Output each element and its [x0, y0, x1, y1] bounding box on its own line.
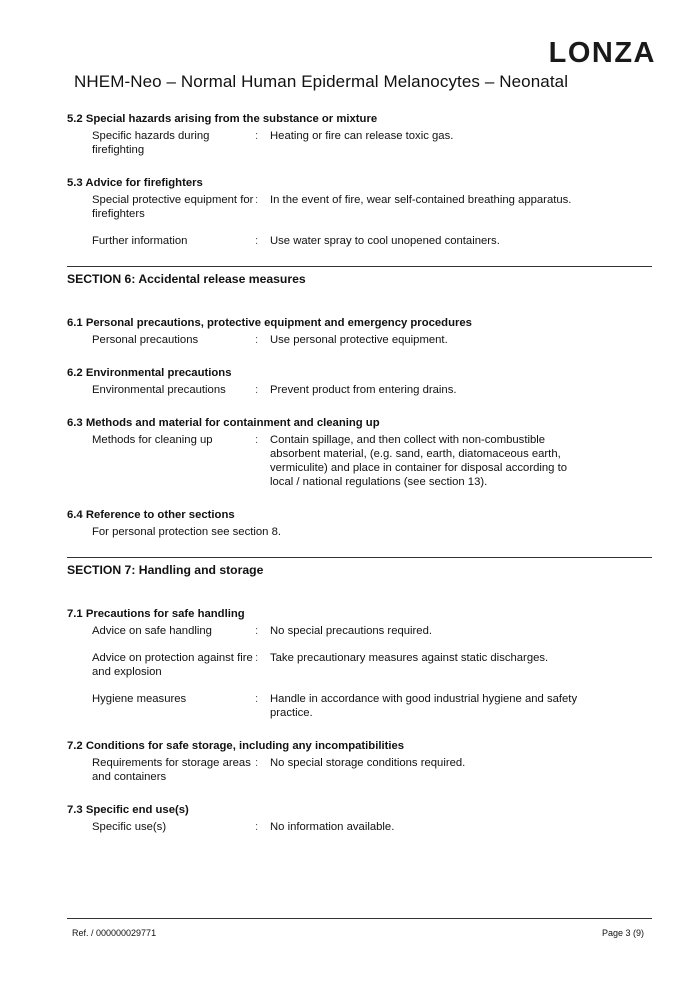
field-separator: :	[255, 757, 259, 769]
footer-reference: Ref. / 000000029771	[72, 928, 157, 938]
field-row	[67, 651, 652, 679]
field-row	[67, 433, 652, 489]
field-label: Advice on safe handling	[92, 625, 212, 637]
field-separator: :	[255, 434, 259, 446]
field-label: Further information	[92, 235, 188, 247]
field-value: Contain spillage, and then collect with non-combustible absorbent material, (e.g. sand, earth, diatomaceous earth, vermiculite) and place in container for disposal according to local / national regulations (see section 13).	[270, 434, 568, 488]
field-separator: :	[255, 235, 259, 247]
field-label: Specific hazards during firefighting	[92, 130, 210, 156]
subsection-heading-5-2: 5.2 Special hazards arising from the substance or mixture	[67, 113, 378, 125]
field-value: Take precautionary measures against static discharges.	[270, 652, 549, 664]
section-divider	[67, 266, 652, 267]
field-value: Prevent product from entering drains.	[270, 384, 457, 396]
subsection-heading-7-2: 7.2 Conditions for safe storage, including any incompatibilities	[67, 740, 405, 752]
field-value: No special precautions required.	[270, 625, 433, 637]
field-value: Handle in accordance with good industrial hygiene and safety practice.	[270, 693, 578, 719]
field-row	[67, 624, 652, 638]
page-number: Page 3 (9)	[601, 928, 644, 938]
section-6-title: SECTION 6: Accidental release measures	[67, 272, 306, 286]
field-separator: :	[255, 334, 259, 346]
field-label: Special protective equipment for firefighters	[92, 194, 254, 220]
sds-content	[67, 112, 652, 834]
field-label: Advice on protection against fire and explosion	[92, 652, 253, 678]
document-title: NHEM-Neo – Normal Human Epidermal Melanocytes – Neonatal	[74, 72, 569, 91]
field-label: Specific use(s)	[92, 821, 167, 833]
field-separator: :	[255, 194, 259, 206]
section-divider	[67, 557, 652, 558]
field-row	[67, 820, 652, 834]
field-separator: :	[255, 625, 259, 637]
field-separator: :	[255, 384, 259, 396]
field-label: Hygiene measures	[92, 693, 187, 705]
field-value: No information available.	[270, 821, 395, 833]
field-row	[67, 129, 652, 157]
section-7-title: SECTION 7: Handling and storage	[67, 563, 264, 577]
field-label: Methods for cleaning up	[92, 434, 213, 446]
field-value: Use personal protective equipment.	[270, 334, 448, 346]
subsection-heading-7-1: 7.1 Precautions for safe handling	[67, 608, 245, 620]
field-row	[67, 234, 652, 248]
lonza-logo	[530, 36, 656, 66]
reference-text: For personal protection see section 8.	[92, 526, 282, 538]
field-row	[67, 692, 652, 720]
field-value: No special storage conditions required.	[270, 757, 466, 769]
field-label: Personal precautions	[92, 334, 199, 346]
subsection-heading-6-4: 6.4 Reference to other sections	[67, 509, 235, 521]
field-row	[67, 193, 652, 221]
subsection-heading-7-3: 7.3 Specific end use(s)	[67, 804, 189, 816]
subsection-heading-6-2: 6.2 Environmental precautions	[67, 367, 232, 379]
field-separator: :	[255, 130, 259, 142]
field-separator: :	[255, 821, 259, 833]
field-label: Environmental precautions	[92, 384, 226, 396]
subsection-heading-5-3: 5.3 Advice for firefighters	[67, 177, 203, 189]
field-row	[67, 383, 652, 397]
field-label: Requirements for storage areas and containers	[92, 757, 251, 783]
subsection-heading-6-3: 6.3 Methods and material for containment and cleaning up	[67, 417, 380, 429]
footer-divider	[67, 918, 652, 919]
field-value: In the event of fire, wear self-contained breathing apparatus.	[270, 194, 572, 206]
field-separator: :	[255, 652, 259, 664]
field-value: Heating or fire can release toxic gas.	[270, 130, 454, 142]
svg-text:LONZA: LONZA	[548, 37, 656, 66]
subsection-heading-6-1: 6.1 Personal precautions, protective equipment and emergency procedures	[67, 317, 472, 329]
field-separator: :	[255, 693, 259, 705]
field-row	[67, 333, 652, 347]
field-value: Use water spray to cool unopened containers.	[270, 235, 500, 247]
field-row	[67, 756, 652, 784]
